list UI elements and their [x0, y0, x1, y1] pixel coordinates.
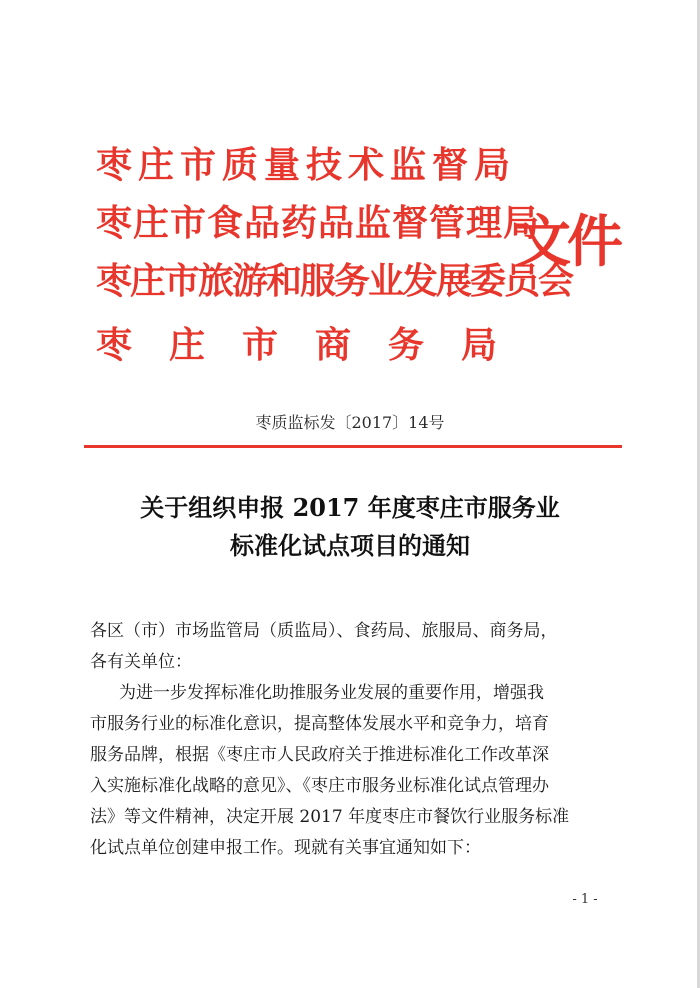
- salutation-line-2: 各有关单位：: [90, 652, 192, 672]
- paragraph-line: 服务品牌，根据《枣庄市人民政府关于推进标准化工作改革深: [90, 745, 549, 765]
- notice-title: [100, 489, 600, 565]
- salutation-line-1: 各区（市）市场监管局（质监局）、食药局、旅服局、商务局，: [90, 621, 558, 641]
- page-number: - 1 -: [572, 892, 598, 907]
- issuer-commerce-bureau: 枣庄市商务局: [96, 324, 535, 366]
- paragraph-line: 化试点单位创建申报工作。现就有关事宜通知如下：: [90, 838, 481, 858]
- title-line-2: 标准化试点项目的通知: [230, 531, 470, 560]
- issuer-quality-bureau: 枣庄市质量技术监督局: [96, 144, 517, 186]
- paragraph-line: 法》等文件精神，决定开展 2017 年度枣庄市餐饮行业服务标准: [90, 807, 570, 827]
- red-divider-line: [84, 445, 622, 448]
- document-number: 枣质监标发〔2017〕14号: [255, 413, 445, 432]
- paragraph-line: 为进一步发挥标准化助推服务业发展的重要作用，增强我: [119, 683, 544, 703]
- document-label: 文件: [515, 209, 619, 275]
- title-line-1: 关于组织申报 2017 年度枣庄市服务业: [140, 493, 560, 522]
- paragraph-line: 入实施标准化战略的意见》、《枣庄市服务业标准化试点管理办: [90, 776, 549, 796]
- notice-body: [90, 616, 610, 864]
- paragraph-line: 市服务行业的标准化意识，提高整体发展水平和竞争力，培育: [90, 714, 549, 734]
- issuer-tourism-service-committee: 枣庄市旅游和服务业发展委员会: [96, 260, 573, 302]
- issuer-food-drug-bureau: 枣庄市食品药品监督管理局: [96, 202, 541, 244]
